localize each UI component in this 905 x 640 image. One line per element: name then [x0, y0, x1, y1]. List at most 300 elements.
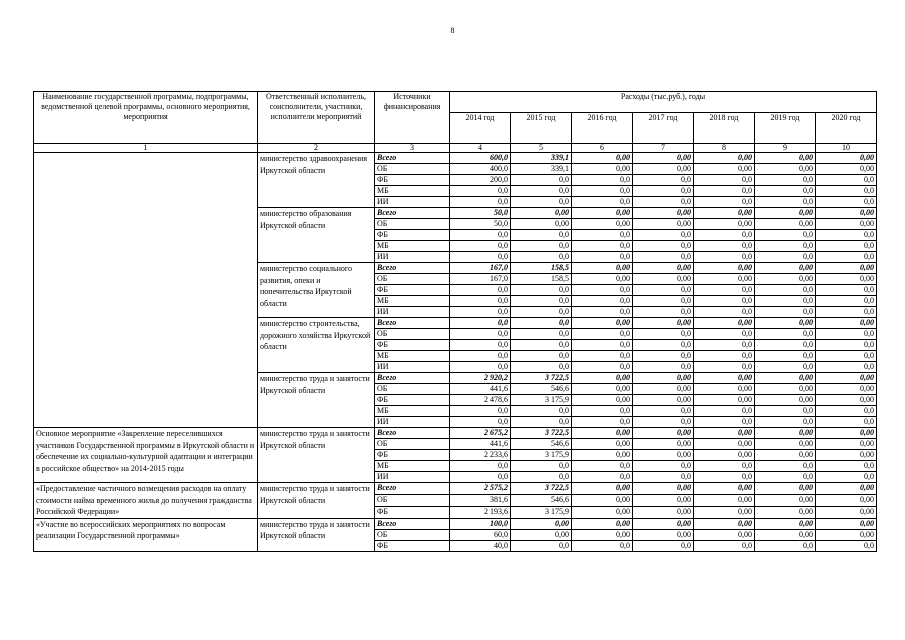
expense-value-cell: 0,0	[755, 252, 816, 263]
expense-value-cell: 0,00	[816, 395, 877, 406]
funding-source-cell: ФБ	[375, 395, 450, 406]
expense-value-cell: 0,0	[450, 197, 511, 208]
expense-value-cell: 441,6	[450, 384, 511, 395]
expense-value-cell: 0,00	[633, 428, 694, 439]
expense-value-cell: 0,00	[572, 153, 633, 164]
expense-value-cell: 0,00	[816, 208, 877, 219]
expense-value-cell: 0,00	[816, 428, 877, 439]
funding-source-cell: ФБ	[375, 540, 450, 551]
program-name-cell: «Предоставление частичного возмещения расходов на оплату стоимости найма временного жилья до получения гражданства Российской Федерации»	[34, 483, 258, 519]
expense-value-cell: 0,00	[694, 494, 755, 506]
expense-value-cell: 0,0	[816, 340, 877, 351]
expense-value-cell: 0,00	[816, 274, 877, 285]
expense-value-cell: 0,0	[450, 417, 511, 428]
expense-value-cell: 0,00	[694, 395, 755, 406]
expense-value-cell: 0,0	[572, 296, 633, 307]
expense-value-cell: 0,0	[572, 230, 633, 241]
expense-value-cell: 0,0	[816, 406, 877, 417]
expense-value-cell: 0,00	[694, 263, 755, 274]
expense-value-cell: 0,00	[511, 518, 572, 529]
column-number: 9	[755, 144, 816, 153]
table-body	[34, 153, 877, 552]
expense-value-cell: 0,0	[511, 406, 572, 417]
expense-value-cell: 0,0	[450, 461, 511, 472]
expense-value-cell: 0,00	[633, 384, 694, 395]
expense-value-cell: 0,00	[572, 529, 633, 540]
expense-value-cell: 0,00	[694, 529, 755, 540]
header-sources: Источники финансирования	[375, 92, 450, 144]
expense-value-cell: 0,0	[694, 417, 755, 428]
expense-value-cell: 0,00	[633, 153, 694, 164]
funding-source-cell: МБ	[375, 241, 450, 252]
expense-value-cell: 158,5	[511, 263, 572, 274]
funding-source-cell: Всего	[375, 483, 450, 495]
funding-source-cell: ФБ	[375, 340, 450, 351]
expense-value-cell: 3 175,9	[511, 395, 572, 406]
expense-value-cell: 0,00	[694, 450, 755, 461]
expense-value-cell: 0,00	[633, 373, 694, 384]
funding-source-cell: ФБ	[375, 230, 450, 241]
expense-value-cell: 0,0	[633, 417, 694, 428]
expense-value-cell: 0,00	[755, 439, 816, 450]
expense-value-cell: 0,0	[450, 329, 511, 340]
expense-value-cell: 0,00	[816, 318, 877, 329]
expense-value-cell: 0,00	[511, 219, 572, 230]
expense-value-cell: 0,0	[572, 340, 633, 351]
header-year: 2020 год	[816, 113, 877, 144]
expense-value-cell: 0,00	[633, 518, 694, 529]
expense-value-cell: 0,0	[694, 472, 755, 483]
expense-value-cell: 0,00	[572, 208, 633, 219]
expense-value-cell: 0,0	[816, 417, 877, 428]
expense-value-cell: 0,0	[450, 307, 511, 318]
expense-value-cell: 0,00	[633, 395, 694, 406]
expense-value-cell: 0,0	[450, 340, 511, 351]
expense-value-cell: 0,0	[572, 186, 633, 197]
funding-source-cell: ОБ	[375, 494, 450, 506]
funding-source-cell: ОБ	[375, 219, 450, 230]
expense-value-cell: 0,0	[572, 241, 633, 252]
funding-source-cell: МБ	[375, 351, 450, 362]
expense-value-cell: 0,0	[633, 307, 694, 318]
funding-source-cell: Всего	[375, 208, 450, 219]
expense-value-cell: 0,0	[816, 186, 877, 197]
executor-cell: министерство труда и занятости Иркутской области	[258, 428, 375, 483]
expense-value-cell: 50,0	[450, 208, 511, 219]
expense-value-cell: 0,0	[633, 340, 694, 351]
column-number: 7	[633, 144, 694, 153]
expense-value-cell: 0,00	[694, 439, 755, 450]
program-name-cell	[34, 153, 258, 428]
expense-value-cell: 0,0	[816, 540, 877, 551]
expense-value-cell: 600,0	[450, 153, 511, 164]
expense-value-cell: 0,0	[572, 252, 633, 263]
executor-cell: министерство здравоохранения Иркутской области	[258, 153, 375, 208]
header-year: 2019 год	[755, 113, 816, 144]
expense-value-cell: 158,5	[511, 274, 572, 285]
expense-value-cell: 0,0	[694, 230, 755, 241]
expense-value-cell: 0,0	[755, 197, 816, 208]
expense-value-cell: 0,0	[450, 351, 511, 362]
executor-cell: министерство строительства, дорожного хозяйства Иркутской области	[258, 318, 375, 373]
expense-value-cell: 3 722,5	[511, 428, 572, 439]
expense-value-cell: 0,00	[816, 483, 877, 495]
expense-value-cell: 3 175,9	[511, 506, 572, 518]
expense-value-cell: 0,00	[694, 318, 755, 329]
expense-value-cell: 0,00	[755, 450, 816, 461]
expense-value-cell: 167,0	[450, 263, 511, 274]
funding-source-cell: МБ	[375, 296, 450, 307]
expense-value-cell: 0,0	[633, 197, 694, 208]
expense-value-cell: 0,0	[450, 362, 511, 373]
expense-value-cell: 0,0	[755, 241, 816, 252]
executor-cell: министерство социального развития, опеки и попечительства Иркутской области	[258, 263, 375, 318]
expense-value-cell: 0,00	[633, 439, 694, 450]
column-number: 3	[375, 144, 450, 153]
expense-value-cell: 0,0	[755, 296, 816, 307]
expense-value-cell: 0,0	[694, 329, 755, 340]
expense-value-cell: 0,00	[694, 428, 755, 439]
expense-value-cell: 60,0	[450, 529, 511, 540]
expense-value-cell: 0,0	[633, 241, 694, 252]
expense-value-cell: 2 575,2	[450, 483, 511, 495]
expense-value-cell: 381,6	[450, 494, 511, 506]
expense-value-cell: 0,00	[816, 450, 877, 461]
expense-value-cell: 0,00	[572, 506, 633, 518]
table-row	[34, 518, 877, 529]
expense-value-cell: 0,00	[572, 395, 633, 406]
expense-value-cell: 0,00	[755, 373, 816, 384]
expense-value-cell: 441,6	[450, 439, 511, 450]
expense-value-cell: 339,1	[511, 153, 572, 164]
expense-value-cell: 0,0	[572, 472, 633, 483]
expense-value-cell: 0,00	[755, 263, 816, 274]
expense-value-cell: 339,1	[511, 164, 572, 175]
expense-value-cell: 0,0	[694, 362, 755, 373]
expense-value-cell: 0,0	[755, 362, 816, 373]
expense-value-cell: 2 478,6	[450, 395, 511, 406]
funding-source-cell: ОБ	[375, 274, 450, 285]
expense-value-cell: 546,6	[511, 494, 572, 506]
expense-value-cell: 0,00	[633, 274, 694, 285]
expense-value-cell: 0,00	[816, 263, 877, 274]
funding-source-cell: ФБ	[375, 175, 450, 186]
expense-value-cell: 0,0	[694, 540, 755, 551]
expense-value-cell: 0,0	[511, 197, 572, 208]
expense-value-cell: 0,0	[572, 540, 633, 551]
expense-value-cell: 0,00	[694, 384, 755, 395]
expense-value-cell: 0,0	[694, 285, 755, 296]
expense-value-cell: 0,0	[511, 472, 572, 483]
expense-value-cell: 400,0	[450, 164, 511, 175]
funding-source-cell: Всего	[375, 153, 450, 164]
expense-value-cell: 167,0	[450, 274, 511, 285]
expense-value-cell: 0,0	[572, 417, 633, 428]
expense-value-cell: 0,0	[816, 296, 877, 307]
expense-value-cell: 0,0	[511, 340, 572, 351]
expense-value-cell: 0,00	[755, 208, 816, 219]
expense-value-cell: 0,00	[816, 494, 877, 506]
expense-value-cell: 0,0	[755, 307, 816, 318]
expense-value-cell: 0,00	[816, 164, 877, 175]
expense-value-cell: 3 722,5	[511, 483, 572, 495]
expense-value-cell: 0,0	[694, 186, 755, 197]
funding-source-cell: ИИ	[375, 472, 450, 483]
funding-source-cell: ИИ	[375, 362, 450, 373]
expense-value-cell: 0,00	[816, 506, 877, 518]
expense-value-cell: 0,0	[633, 351, 694, 362]
expense-value-cell: 0,0	[755, 540, 816, 551]
expense-value-cell: 0,0	[633, 296, 694, 307]
expense-value-cell: 0,0	[511, 186, 572, 197]
expense-value-cell: 0,00	[694, 506, 755, 518]
expense-value-cell: 0,0	[633, 406, 694, 417]
expense-value-cell: 2 193,6	[450, 506, 511, 518]
expense-value-cell: 0,0	[633, 186, 694, 197]
expense-value-cell: 0,00	[572, 318, 633, 329]
expense-value-cell: 0,0	[755, 417, 816, 428]
expense-value-cell: 0,00	[633, 219, 694, 230]
expense-value-cell: 0,00	[816, 529, 877, 540]
expense-value-cell: 0,0	[511, 241, 572, 252]
expense-value-cell: 0,0	[633, 540, 694, 551]
expense-value-cell: 0,00	[511, 529, 572, 540]
expense-value-cell: 0,00	[755, 529, 816, 540]
expense-value-cell: 0,0	[816, 351, 877, 362]
expense-value-cell: 0,0	[572, 175, 633, 186]
funding-source-cell: МБ	[375, 461, 450, 472]
expense-value-cell: 546,6	[511, 384, 572, 395]
expense-value-cell: 50,0	[450, 219, 511, 230]
expense-value-cell: 0,00	[755, 494, 816, 506]
expense-value-cell: 0,0	[572, 329, 633, 340]
expense-value-cell: 0,00	[572, 274, 633, 285]
expense-value-cell: 0,0	[572, 197, 633, 208]
column-number: 2	[258, 144, 375, 153]
funding-source-cell: МБ	[375, 186, 450, 197]
expense-value-cell: 0,0	[816, 197, 877, 208]
expense-value-cell: 0,00	[755, 428, 816, 439]
expense-value-cell: 0,0	[511, 329, 572, 340]
expense-value-cell: 0,0	[755, 230, 816, 241]
expense-value-cell: 0,0	[816, 472, 877, 483]
expense-value-cell: 0,00	[694, 483, 755, 495]
column-number: 4	[450, 144, 511, 153]
executor-cell: министерство труда и занятости Иркутской области	[258, 518, 375, 551]
expense-value-cell: 0,00	[633, 450, 694, 461]
expense-value-cell: 2 675,2	[450, 428, 511, 439]
expense-value-cell: 0,0	[511, 362, 572, 373]
funding-source-cell: ОБ	[375, 384, 450, 395]
expense-value-cell: 0,0	[633, 461, 694, 472]
header-year: 2017 год	[633, 113, 694, 144]
expense-value-cell: 0,00	[816, 518, 877, 529]
header-year: 2018 год	[694, 113, 755, 144]
expense-value-cell: 0,00	[694, 153, 755, 164]
expense-value-cell: 0,00	[633, 318, 694, 329]
expense-value-cell: 0,0	[816, 285, 877, 296]
expense-value-cell: 0,00	[572, 263, 633, 274]
expense-value-cell: 0,00	[572, 384, 633, 395]
expense-value-cell: 0,0	[694, 351, 755, 362]
expense-value-cell: 0,00	[816, 373, 877, 384]
expense-value-cell: 40,0	[450, 540, 511, 551]
expense-value-cell: 0,00	[816, 153, 877, 164]
expense-value-cell: 0,00	[633, 506, 694, 518]
expense-value-cell: 0,00	[755, 395, 816, 406]
expense-value-cell: 0,00	[633, 483, 694, 495]
column-number: 10	[816, 144, 877, 153]
expense-value-cell: 0,00	[755, 164, 816, 175]
funding-source-cell: Всего	[375, 263, 450, 274]
expense-value-cell: 0,0	[450, 186, 511, 197]
expense-value-cell: 2 233,6	[450, 450, 511, 461]
expense-value-cell: 0,0	[450, 241, 511, 252]
expense-value-cell: 0,0	[633, 252, 694, 263]
executor-cell: министерство труда и занятости Иркутской области	[258, 483, 375, 519]
expense-value-cell: 0,00	[694, 219, 755, 230]
expense-value-cell: 0,0	[755, 340, 816, 351]
expense-value-cell: 0,00	[694, 208, 755, 219]
expense-value-cell: 0,00	[755, 318, 816, 329]
expense-value-cell: 0,0	[511, 307, 572, 318]
expense-value-cell: 0,0	[450, 285, 511, 296]
expense-value-cell: 0,0	[694, 461, 755, 472]
funding-source-cell: Всего	[375, 318, 450, 329]
expense-value-cell: 0,0	[694, 406, 755, 417]
funding-source-cell: Всего	[375, 428, 450, 439]
funding-source-cell: ОБ	[375, 439, 450, 450]
budget-table	[33, 91, 877, 552]
funding-source-cell: ОБ	[375, 164, 450, 175]
expense-value-cell: 0,0	[450, 252, 511, 263]
expense-value-cell: 0,0	[694, 175, 755, 186]
program-name-cell: «Участие во всероссийских мероприятиях по вопросам реализации Государственной программы»	[34, 518, 258, 551]
expense-value-cell: 0,0	[755, 285, 816, 296]
expense-value-cell: 0,00	[755, 384, 816, 395]
expense-value-cell: 0,0	[511, 318, 572, 329]
expense-value-cell: 3 722,5	[511, 373, 572, 384]
expense-value-cell: 0,0	[694, 241, 755, 252]
expense-value-cell: 0,0	[450, 318, 511, 329]
expense-value-cell: 0,0	[633, 175, 694, 186]
expense-value-cell: 0,00	[694, 373, 755, 384]
expense-value-cell: 0,00	[572, 518, 633, 529]
expense-value-cell: 0,0	[816, 329, 877, 340]
expense-value-cell: 0,00	[694, 164, 755, 175]
funding-source-cell: ИИ	[375, 417, 450, 428]
expense-value-cell: 0,0	[450, 230, 511, 241]
expense-value-cell: 0,00	[633, 529, 694, 540]
expense-value-cell: 0,0	[816, 461, 877, 472]
expense-value-cell: 0,00	[755, 483, 816, 495]
executor-cell: министерство образования Иркутской области	[258, 208, 375, 263]
expense-value-cell: 0,0	[511, 296, 572, 307]
expense-value-cell: 0,00	[572, 450, 633, 461]
funding-source-cell: ИИ	[375, 307, 450, 318]
expense-value-cell: 0,0	[450, 406, 511, 417]
expense-value-cell: 0,0	[572, 351, 633, 362]
expense-value-cell: 0,0	[755, 351, 816, 362]
expense-value-cell: 0,0	[755, 175, 816, 186]
expense-value-cell: 0,0	[572, 285, 633, 296]
expense-value-cell: 0,00	[572, 483, 633, 495]
expense-value-cell: 0,00	[572, 494, 633, 506]
expense-value-cell: 0,0	[511, 351, 572, 362]
expense-value-cell: 0,00	[755, 518, 816, 529]
table-row	[34, 483, 877, 495]
expense-value-cell: 0,0	[755, 329, 816, 340]
page-number: 8	[450, 26, 455, 35]
expense-value-cell: 100,0	[450, 518, 511, 529]
column-number: 8	[694, 144, 755, 153]
executor-cell: министерство труда и занятости Иркутской области	[258, 373, 375, 428]
column-number: 6	[572, 144, 633, 153]
expense-value-cell: 0,00	[816, 219, 877, 230]
expense-value-cell: 0,00	[633, 263, 694, 274]
expense-value-cell: 0,0	[511, 417, 572, 428]
expense-value-cell: 0,0	[694, 252, 755, 263]
expense-value-cell: 0,0	[511, 252, 572, 263]
funding-source-cell: Всего	[375, 373, 450, 384]
header-year: 2014 год	[450, 113, 511, 144]
expense-value-cell: 0,00	[755, 506, 816, 518]
expense-value-cell: 0,0	[816, 241, 877, 252]
header-executor: Ответственный исполнитель, соисполнители, участники, исполнители мероприятий	[258, 92, 375, 144]
expense-value-cell: 0,0	[511, 461, 572, 472]
expense-value-cell: 0,00	[572, 373, 633, 384]
expense-value-cell: 0,00	[572, 219, 633, 230]
funding-source-cell: ИИ	[375, 197, 450, 208]
expense-value-cell: 0,0	[511, 230, 572, 241]
column-number: 5	[511, 144, 572, 153]
expense-value-cell: 0,00	[755, 274, 816, 285]
expense-value-cell: 0,00	[572, 428, 633, 439]
header-year: 2016 год	[572, 113, 633, 144]
expense-value-cell: 0,0	[694, 197, 755, 208]
funding-source-cell: ИИ	[375, 252, 450, 263]
expense-value-cell: 546,6	[511, 439, 572, 450]
expense-value-cell: 0,0	[572, 461, 633, 472]
expense-value-cell: 0,0	[694, 296, 755, 307]
expense-value-cell: 0,0	[816, 252, 877, 263]
expense-value-cell: 0,0	[633, 285, 694, 296]
expense-value-cell: 0,00	[816, 439, 877, 450]
expense-value-cell: 0,0	[694, 340, 755, 351]
header-name: Наименование государственной программы, подпрограммы, ведомственной целевой программы, основного мероприятия, мероприятия	[34, 92, 258, 144]
expense-value-cell: 0,0	[816, 175, 877, 186]
expense-value-cell: 200,0	[450, 175, 511, 186]
expense-value-cell: 0,0	[816, 230, 877, 241]
expense-value-cell: 0,00	[694, 518, 755, 529]
header-expenses: Расходы (тыс.руб.), годы	[450, 92, 877, 113]
expense-value-cell: 0,00	[633, 494, 694, 506]
expense-value-cell: 0,0	[816, 307, 877, 318]
expense-value-cell: 0,0	[450, 472, 511, 483]
expense-value-cell: 0,0	[633, 362, 694, 373]
funding-source-cell: Всего	[375, 518, 450, 529]
expense-value-cell: 0,0	[755, 461, 816, 472]
expense-value-cell: 0,0	[755, 472, 816, 483]
expense-value-cell: 0,0	[694, 307, 755, 318]
expense-value-cell: 0,0	[572, 406, 633, 417]
expense-value-cell: 0,00	[572, 164, 633, 175]
expense-value-cell: 0,0	[633, 230, 694, 241]
expense-value-cell: 0,00	[755, 153, 816, 164]
expense-value-cell: 0,0	[450, 296, 511, 307]
expense-value-cell: 0,00	[511, 208, 572, 219]
table-row	[34, 428, 877, 439]
